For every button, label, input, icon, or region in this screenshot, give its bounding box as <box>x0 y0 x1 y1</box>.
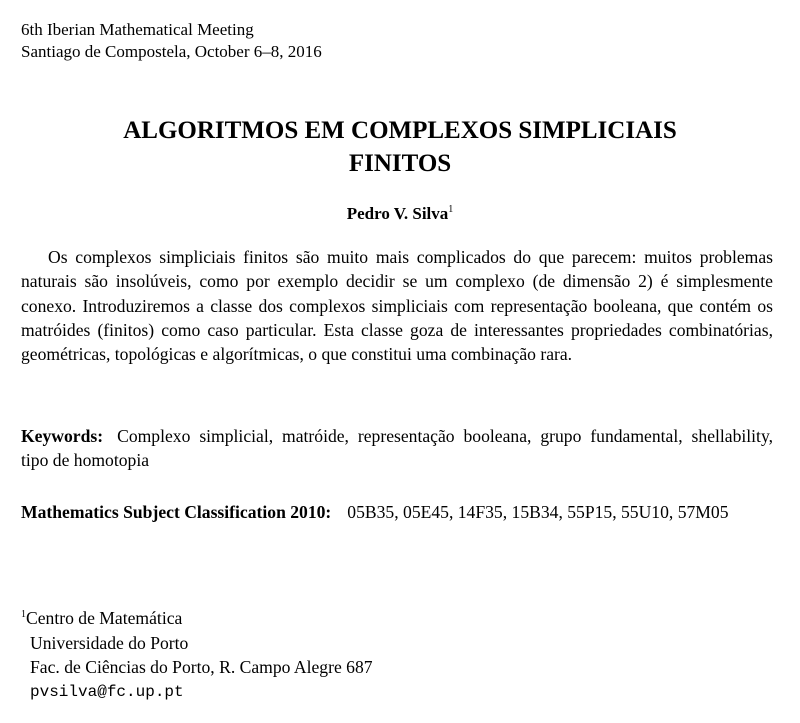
abstract-paragraph: Os complexos simpliciais finitos são muito mais complicados do que parecem: muitos problemas naturais são insolúveis, como por exemplo decidir se um complexo (de dimensão 2) é simplesmente conexo. Introduziremos a classe dos complexos simpliciais com representação booleana, que contém os matróides (finitos) como caso particular. Esta classe goza de interessantes propriedades combinatórias, geométricas, topológicas e algorítmicas, o que constitui uma combinação rara. <box>21 247 773 365</box>
author-line <box>0 203 800 225</box>
msc-section <box>21 500 773 524</box>
affiliation-email: pvsilva@fc.up.pt <box>30 682 184 701</box>
affiliation-footnote-mark: 1 <box>21 609 26 620</box>
keywords-text: Complexo simplicial, matróide, representação booleana, grupo fundamental, shellability, tipo de homotopia <box>21 426 773 470</box>
affiliation-institution: Centro de Matemática <box>26 608 183 628</box>
paper-title-line-2: FINITOS <box>348 150 452 177</box>
keywords-section <box>21 424 773 472</box>
paper-title <box>40 114 760 180</box>
affiliation-university: Universidade do Porto <box>30 632 189 653</box>
conference-location-date: Santiago de Compostela, October 6–8, 2016 <box>21 42 322 61</box>
msc-label: Mathematics Subject Classification 2010: <box>21 502 332 522</box>
affiliation-footnote <box>21 606 373 704</box>
affiliation-address: Fac. de Ciências do Porto, R. Campo Alegre 687 <box>30 657 373 677</box>
conference-name: 6th Iberian Mathematical Meeting <box>21 20 254 39</box>
msc-codes: 05B35, 05E45, 14F35, 15B34, 55P15, 55U10, 57M05 <box>347 502 729 522</box>
author-name: Pedro V. Silva <box>346 204 449 223</box>
conference-header <box>21 19 322 63</box>
paper-title-line-1: ALGORITMOS EM COMPLEXOS SIMPLICIAIS <box>123 117 677 144</box>
keywords-label: Keywords: <box>21 426 104 446</box>
author-footnote-mark: 1 <box>448 204 454 215</box>
